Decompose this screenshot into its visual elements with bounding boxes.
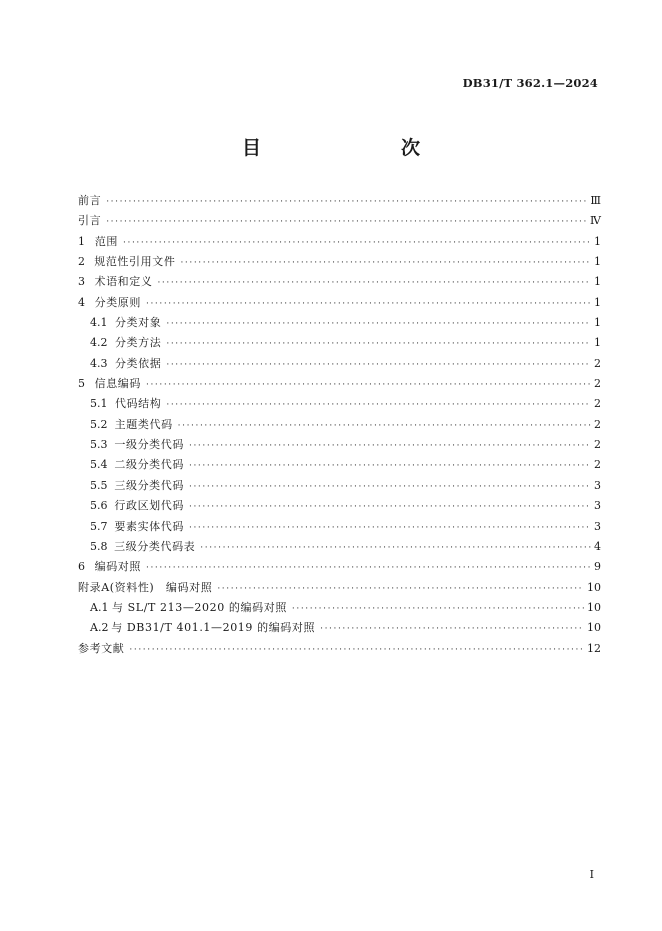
toc-entry-page: Ⅲ <box>590 194 601 207</box>
toc-entry-title: 分类原则 <box>94 295 141 309</box>
toc-entry-title: 分类对象 <box>114 316 162 330</box>
toc-entry-title: 一级分类代码 <box>114 438 184 452</box>
toc-entry-number: 6 <box>78 560 85 574</box>
toc-entry-title: 参考文献 <box>78 641 125 655</box>
toc-entry-number: 5.3 <box>90 438 108 452</box>
toc-entry-page: 12 <box>587 641 601 655</box>
toc-entry[interactable] <box>78 233 601 253</box>
toc-entry-page: 1 <box>594 316 601 330</box>
toc-leader-dots <box>146 299 591 309</box>
toc-entry-number: 5.4 <box>90 458 108 472</box>
toc-entry-title: 前言 <box>78 194 102 207</box>
toc-leader-dots <box>178 421 591 431</box>
toc-entry-number: 1 <box>78 234 85 248</box>
toc-entry[interactable] <box>78 518 601 538</box>
toc-entry-title: 与 SL/T 213—2020 的编码对照 <box>111 600 287 614</box>
toc-entry-number: 5.2 <box>90 417 108 431</box>
toc-leader-dots <box>166 360 591 370</box>
toc-entry-page: 1 <box>594 234 601 248</box>
toc-entry-title: 分类方法 <box>114 336 162 350</box>
toc-entry-title: 主题类代码 <box>114 417 173 431</box>
toc-entry[interactable] <box>78 314 601 334</box>
toc-entry[interactable] <box>78 477 601 497</box>
toc-entry-number: 5 <box>78 377 85 391</box>
toc-entry-page: 9 <box>594 560 601 574</box>
toc-entry-title: 三级分类代码表 <box>114 539 196 553</box>
toc-leader-dots <box>106 217 587 227</box>
toc-entry-number: 3 <box>78 275 85 289</box>
toc-entry[interactable] <box>78 538 601 558</box>
toc-entry-title: 术语和定义 <box>94 275 153 289</box>
toc-entry-number: 5.8 <box>90 539 108 553</box>
toc-entry-page: 2 <box>594 438 601 452</box>
toc-entry[interactable] <box>78 497 601 517</box>
toc-leader-dots <box>166 400 591 410</box>
toc-entry-title: 附录A(资料性) 编码对照 <box>78 580 213 594</box>
toc-entry-title: 规范性引用文件 <box>94 255 176 269</box>
toc-leader-dots <box>189 441 591 451</box>
toc-entry[interactable] <box>78 192 601 212</box>
toc-leader-dots <box>292 604 584 614</box>
toc-entry-page: 2 <box>594 458 601 472</box>
toc-entry-number: 4.3 <box>90 356 108 370</box>
toc-entry-page: 3 <box>594 519 601 533</box>
toc-leader-dots <box>189 523 591 533</box>
toc-entry[interactable] <box>78 273 601 293</box>
toc-entry-title: 代码结构 <box>114 397 162 411</box>
toc-entry-page: 1 <box>594 295 601 309</box>
toc-entry-page: 4 <box>594 539 601 553</box>
toc-entry-page: 10 <box>587 580 601 594</box>
toc-entry-number: 4 <box>78 295 85 309</box>
toc-entry-title: 范围 <box>94 234 119 248</box>
toc-entry-number: 5.7 <box>90 519 108 533</box>
toc-entry[interactable] <box>78 395 601 415</box>
toc-entry-page: 2 <box>594 417 601 431</box>
toc-entry[interactable] <box>78 416 601 436</box>
toc-entry-number: 5.5 <box>90 478 108 492</box>
toc-leader-dots <box>200 543 591 553</box>
toc-leader-dots <box>166 339 591 349</box>
toc-entry-title: 与 DB31/T 401.1—2019 的编码对照 <box>111 621 316 635</box>
toc-entry[interactable] <box>78 334 601 354</box>
toc-entry-page: 1 <box>594 255 601 269</box>
toc-leader-dots <box>189 502 591 512</box>
toc-entry-number: 5.1 <box>90 397 108 411</box>
toc-entry-page: 1 <box>594 336 601 350</box>
toc-entry[interactable] <box>78 599 601 619</box>
toc-leader-dots <box>189 461 591 471</box>
toc-leader-dots <box>157 278 591 288</box>
toc-entry[interactable] <box>78 579 601 599</box>
toc-entry[interactable] <box>78 375 601 395</box>
standard-code: DB31/T 362.1—2024 <box>462 76 598 90</box>
toc-entry-title: 编码对照 <box>94 560 141 574</box>
toc-leader-dots <box>166 319 591 329</box>
toc-entry[interactable] <box>78 619 601 639</box>
toc-entry-page: 2 <box>594 397 601 411</box>
toc-entry-number: 4.2 <box>90 336 108 350</box>
toc-entry-number: 5.6 <box>90 499 108 513</box>
toc-entry-number: 2 <box>78 255 85 269</box>
toc-leader-dots <box>123 238 591 248</box>
toc-leader-dots <box>146 563 591 573</box>
toc-entry-page: 10 <box>587 621 601 635</box>
toc-entry-title: 三级分类代码 <box>114 478 184 492</box>
toc-entry-title: 分类依据 <box>114 356 162 370</box>
toc-entry-page: Ⅳ <box>590 214 601 228</box>
toc-entry-page: 2 <box>594 356 601 370</box>
toc-entry-number: 4.1 <box>90 316 108 330</box>
toc-entry[interactable] <box>78 253 601 273</box>
toc-entry[interactable] <box>78 355 601 375</box>
toc-leader-dots <box>320 624 584 634</box>
toc-entry-title: 要素实体代码 <box>114 519 184 533</box>
table-of-contents <box>78 192 601 660</box>
toc-entry[interactable] <box>78 558 601 578</box>
toc-entry-title: 信息编码 <box>94 377 141 391</box>
toc-entry-title: 引言 <box>78 214 102 228</box>
toc-leader-dots <box>146 380 591 390</box>
page-title: 目 次 <box>241 137 454 159</box>
toc-entry-page: 3 <box>594 499 601 513</box>
toc-entry-number: A.2 <box>90 621 109 635</box>
toc-entry[interactable] <box>78 640 601 660</box>
toc-entry-number: A.1 <box>90 600 109 614</box>
toc-leader-dots <box>217 584 584 594</box>
toc-entry-page: 10 <box>587 600 601 614</box>
toc-entry[interactable] <box>78 212 601 232</box>
toc-entry-title: 行政区划代码 <box>114 499 184 513</box>
toc-entry[interactable] <box>78 294 601 314</box>
toc-leader-dots <box>189 482 591 492</box>
toc-leader-dots <box>180 258 591 268</box>
toc-entry[interactable] <box>78 456 601 476</box>
toc-entry[interactable] <box>78 436 601 456</box>
toc-entry-title: 二级分类代码 <box>114 458 184 472</box>
toc-entry-page: 1 <box>594 275 601 289</box>
toc-leader-dots <box>106 197 587 207</box>
page-number: I <box>589 868 594 881</box>
toc-leader-dots <box>129 645 584 655</box>
toc-entry-page: 2 <box>594 377 601 391</box>
toc-entry-page: 3 <box>594 478 601 492</box>
